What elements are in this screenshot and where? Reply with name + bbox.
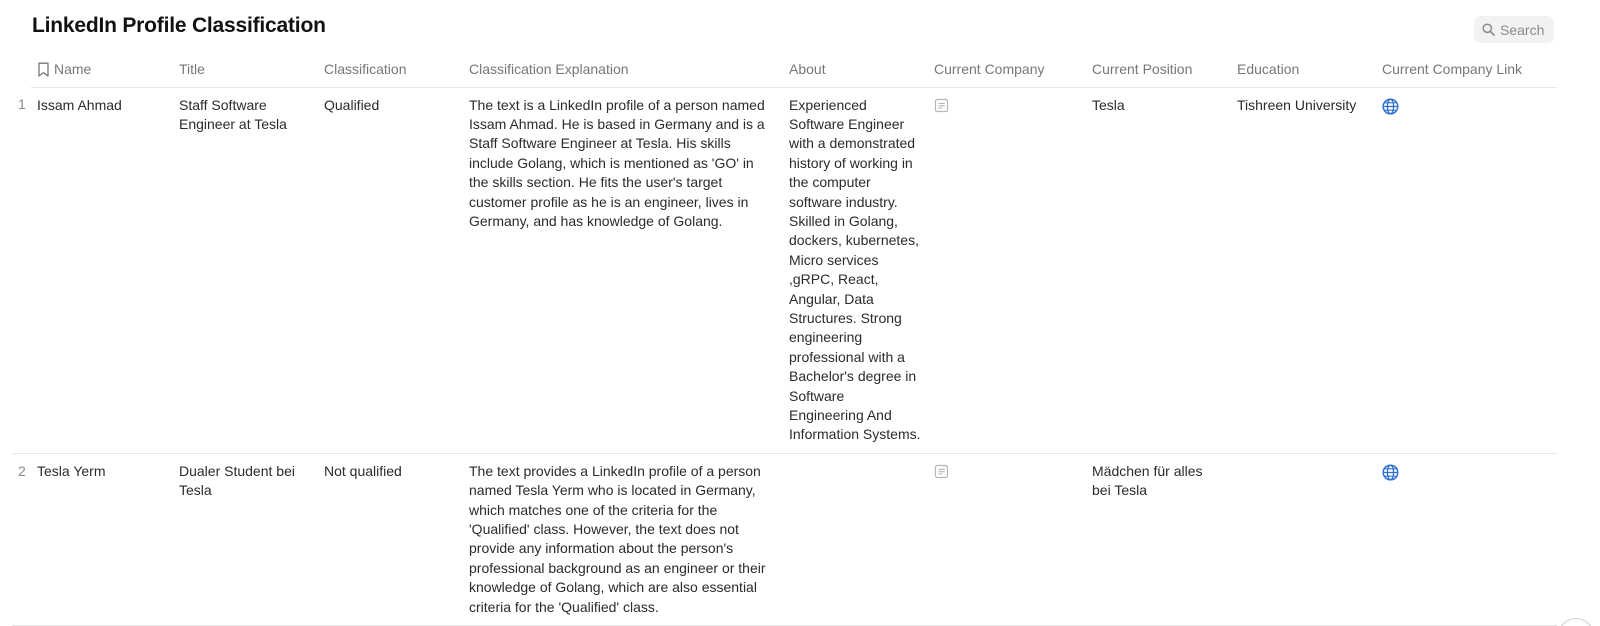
header-row (12, 52, 1557, 87)
column-header-classification[interactable]: Classification (318, 52, 463, 87)
document-icon[interactable] (934, 98, 949, 118)
cell-education[interactable] (1231, 453, 1376, 625)
column-header-current-position[interactable]: Current Position (1086, 52, 1231, 87)
cell-classification[interactable]: Qualified (324, 96, 380, 113)
search-icon (1482, 23, 1495, 36)
cell-current-position[interactable]: Mädchen für alles bei Tesla (1092, 462, 1203, 499)
search-button[interactable] (1474, 16, 1554, 43)
cell-about[interactable]: Experienced Software Engineer with a demonstrated history of working in the computer software industry. Skilled in Golang, dockers, kubernetes, Micro services ,gRPC, React, Angular, Data Structures. Strong engineering professional with a Bachelor's degree in Software Engineering And Information Systems. (789, 96, 921, 443)
cell-title[interactable]: Dualer Student bei Tesla (179, 462, 295, 499)
column-header-education[interactable]: Education (1231, 52, 1376, 87)
cell-current-company-link[interactable] (1376, 87, 1557, 453)
column-header-name[interactable] (31, 52, 173, 87)
cell-name[interactable]: Tesla Yerm (37, 462, 106, 479)
column-header-about[interactable]: About (783, 52, 928, 87)
bookmark-icon (37, 62, 50, 80)
cell-classification-explanation[interactable]: The text provides a LinkedIn profile of a person named Tesla Yerm who is located in Germany, which matches one of the criteria for the 'Qualified' class. However, the text does not provide any information about the person's professional background as an engineer or their knowledge of Golang, which are also essential criteria for the 'Qualified' class. (469, 462, 766, 615)
globe-icon[interactable] (1382, 464, 1399, 486)
cell-current-company[interactable] (928, 453, 1086, 625)
column-header-title[interactable]: Title (173, 52, 318, 87)
data-table (12, 52, 1557, 626)
cell-current-company-link[interactable] (1376, 453, 1557, 625)
cell-name[interactable]: Issam Ahmad (37, 96, 122, 113)
cell-current-company[interactable] (928, 87, 1086, 453)
column-header-current-company[interactable]: Current Company (928, 52, 1086, 87)
row-number: 1 (18, 96, 26, 112)
cell-education[interactable]: Tishreen University (1237, 96, 1357, 113)
cell-current-position[interactable]: Tesla (1092, 96, 1125, 113)
globe-icon[interactable] (1382, 98, 1399, 120)
column-header-classification-explanation[interactable]: Classification Explanation (463, 52, 783, 87)
table-row[interactable] (12, 453, 1557, 625)
cell-title[interactable]: Staff Software Engineer at Tesla (179, 96, 287, 132)
page-title: LinkedIn Profile Classification (32, 14, 326, 37)
column-header-current-company-link[interactable]: Current Company Link (1376, 52, 1557, 87)
help-button[interactable] (1558, 618, 1594, 626)
cell-classification-explanation[interactable]: The text is a LinkedIn profile of a person named Issam Ahmad. He is based in Germany and is a Staff Software Engineer at Tesla. His skills include Golang, which is mentioned as 'GO' in the skills section. He fits the user's target customer profile as he is an engineer, lives in Germany, and has knowledge of Golang. (469, 96, 765, 229)
column-header-label: Name (54, 61, 92, 77)
header-rownum (12, 52, 31, 87)
table-row[interactable] (12, 87, 1557, 453)
cell-classification[interactable]: Not qualified (324, 462, 402, 479)
search-label: Search (1500, 21, 1545, 38)
row-number: 2 (18, 462, 26, 479)
cell-about[interactable] (783, 453, 928, 625)
document-icon[interactable] (934, 464, 949, 484)
